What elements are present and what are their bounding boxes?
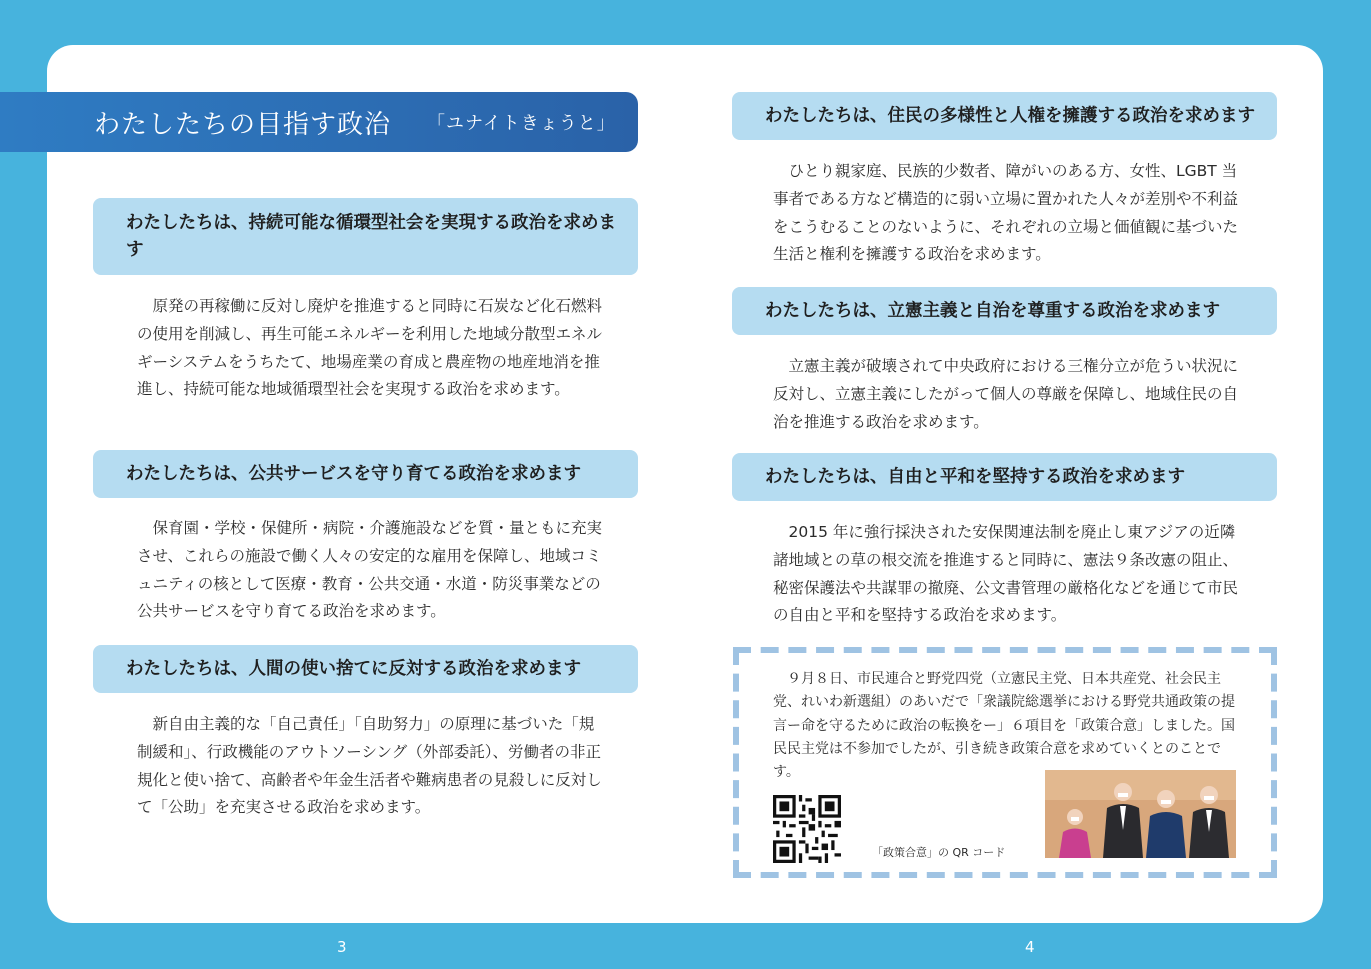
section-body: ひとり親家庭、民族的少数者、障がいのある方、女性、LGBT 当事者である方など構造的に弱い立場に置かれた人々が差別や不利益をこうむることのないように、それぞれの立場と価値観に基づいた生活と権利を擁護する政治を求めます。 [773,162,1239,264]
section-body: 2015 年に強行採決された安保関連法制を廃止し東アジアの近隣諸地域との草の根交流を推進すると同時に、憲法９条改憲の阻止、秘密保護法や共謀罪の撤廃、公文書管理の厳格化などを通じて市民の自由と平和を堅持する政治を求めます。 [773,523,1239,625]
page-number-left: 3 [337,938,347,956]
section-heading-text: わたしたちは、住民の多様性と人権を擁護する政治を求めます [765,105,1255,126]
group-photo [1045,770,1236,858]
section-body: 原発の再稼働に反対し廃炉を推進すると同時に石炭など化石燃料の使用を削減し、再生可能エネルギーを利用した地域分散型エネルギーシステムをうちたて、地場産業の育成と農産物の地産地消を推進し、持続可能な地域循環型社会を実現する政治を求めます。 [137,297,603,399]
section-body: 保育園・学校・保健所・病院・介護施設などを質・量ともに充実させ、これらの施設で働く人々の安定的な雇用を保障し、地域コミュニティの核として医療・教育・公共交通・水道・防災事業などの公共サービスを守り育てる政治を求めます。 [137,519,603,621]
page-number-right: 4 [1025,938,1035,956]
section-heading [732,92,1277,140]
page-subtitle: 「ユナイトきょうと」 [427,113,616,134]
section-heading-text: わたしたちは、自由と平和を堅持する政治を求めます [765,466,1185,487]
section-heading [93,645,638,693]
section-body: 立憲主義が破壊されて中央政府における三権分立が危うい状況に反対し、立憲主義にしたがって個人の尊厳を保障し、地域住民の自治を推進する政治を求めます。 [773,357,1239,431]
section-heading [732,453,1277,501]
section-heading-text: わたしたちは、立憲主義と自治を尊重する政治を求めます [765,300,1220,321]
section-heading-text: わたしたちは、人間の使い捨てに反対する政治を求めます [126,658,581,679]
section-heading [732,287,1277,335]
section-heading-text: わたしたちは、持続可能な循環型社会を実現する政治を求めます [126,212,616,260]
qr-code[interactable] [773,795,841,863]
section-heading-text: わたしたちは、公共サービスを守り育てる政治を求めます [126,463,581,484]
page-title: わたしたちの目指す政治 [94,109,392,140]
title-band [0,92,638,152]
section-heading [93,198,638,275]
section-heading [93,450,638,498]
notice-text: ９月８日、市民連合と野党四党（立憲民主党、日本共産党、社会民主党、れいわ新選組）のあいだで「衆議院総選挙における野党共通政策の提言ー命を守るために政治の転換をー」６項目を「政策合意」しました。国民民主党は不参加でしたが、引き続き政策合意を求めていくとのことです。 [773,671,1235,781]
section-body: 新自由主義的な「自己責任」「自助努力」の原理に基づいた「規制緩和」、行政機能のアウトソーシング（外部委託）、労働者の非正規化と使い捨て、高齢者や年金生活者や難病患者の見殺しに反対して「公助」を充実させる政治を求めます。 [137,715,602,817]
qr-caption: 「政策合意」の QR コード [872,846,1006,859]
